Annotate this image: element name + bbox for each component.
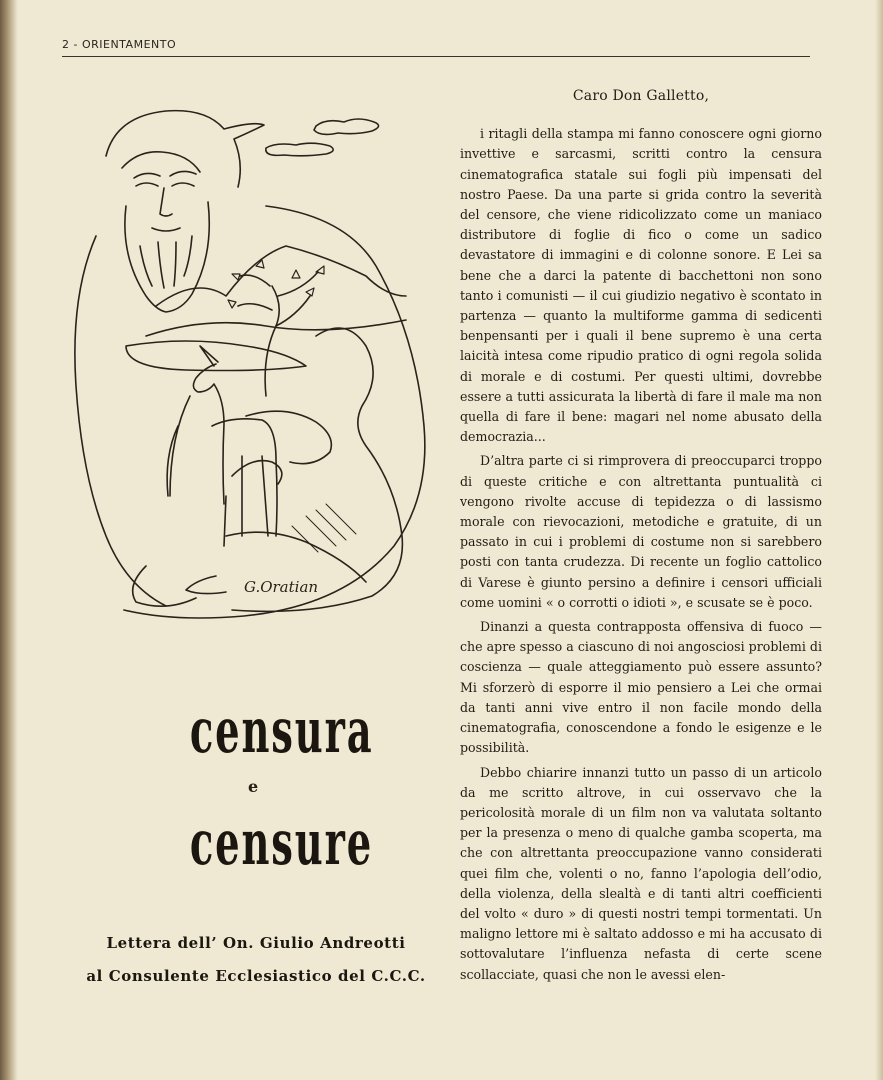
letter-paragraph: i ritagli della stampa mi fanno conoscere ogni giorno invettive e sarcasmi, scritti contro la censura cinematografica statale sui fogli più impensati del nostro Paese. Da una parte si grida contro la severità del censore, che viene ridicolizzato come un maniaco distributore di foglie di fico o come un sadico devastatore di immagini e di colonne sonore. E Lei sa bene che a darci la patente di bacchettoni non sono tanto i comunisti — il cui giudizio negativo è scontato in partenza — quanto la multiforme gamma di sedicenti benpensanti per i quali il bene supremo è una certa laicità intesa come ripudio pratico di ogni regola solida di morale e di costumi. Per questi ultimi, dovrebbe essere a tutti assicurata la libertà di fare il male ma non quella di fare il bene: magari nel nome abusato della democrazia... (460, 126, 822, 445)
title-line-1: censura (189, 694, 374, 767)
letter-paragraph: Debbo chiarire innanzi tutto un passo di un articolo da me scritto altrove, in cui osservavo che la pericolosità morale di un film non va valutata soltanto per la presenza o meno di qualche gamba scoperta, ma che con altrettanta preoccupazione vanno considerati quei film che, volenti o no, fanno l’apologia dell’odio, della violenza, della slealtà e di tanti altri coefficienti del volto « duro » di questi nostri tempi tormentati. Un maligno lettore mi è saltato addosso e mi ha accusato di sottovalutare l’influenza nefasta di certe scene scollacciate, quasi che non le avessi elen- (460, 764, 822, 982)
page-edge (875, 0, 883, 1080)
title-line-2: censure (189, 806, 374, 879)
subtitle-line-1: Lettera dell’ On. Giulio Andreotti (106, 934, 406, 952)
header-rule (62, 56, 810, 57)
svg-text:G.Oratian: G.Oratian (244, 578, 319, 596)
artist-signature (240, 572, 330, 602)
letter-salutation: Caro Don Galletto, (572, 88, 710, 104)
letter-paragraph: Dinanzi a questa contrapposta offensiva di fuoco — che apre spesso a ciascuno di noi angosciosi problemi di coscienza — quale atteggiamento può essere assunto? Mi sforzerò di esporre il mio pensiero a Lei che ormai da tanti anni vive entro il non facile mondo della cinematografia, conoscendone a fondo le esigenze e le possibilità. (460, 619, 822, 756)
book-spine-shadow (0, 0, 18, 1080)
allegory-illustration (66, 96, 438, 624)
title-conjunction: e (248, 777, 259, 796)
subtitle-line-2: al Consulente Ecclesiastico del C.C.C. (86, 967, 426, 985)
letter-body (460, 86, 822, 989)
letter-paragraph: D’altra parte ci si rimprovera di preoccuparci troppo di queste critiche e con altrettanta puntualità ci vengono rivolte accuse di tepidezza o di lassismo morale con rievocazioni, metodiche e gratuite, di un passato in cui i problemi di costume non si sarebbero posti con tanta crudezza. Di recente un foglio cattolico di Varese è giunto persino a definire i censori ufficiali come uomini « o corrotti o idioti », e scusate se è poco. (460, 453, 822, 610)
running-header: 2 - ORIENTAMENTO (62, 38, 177, 51)
